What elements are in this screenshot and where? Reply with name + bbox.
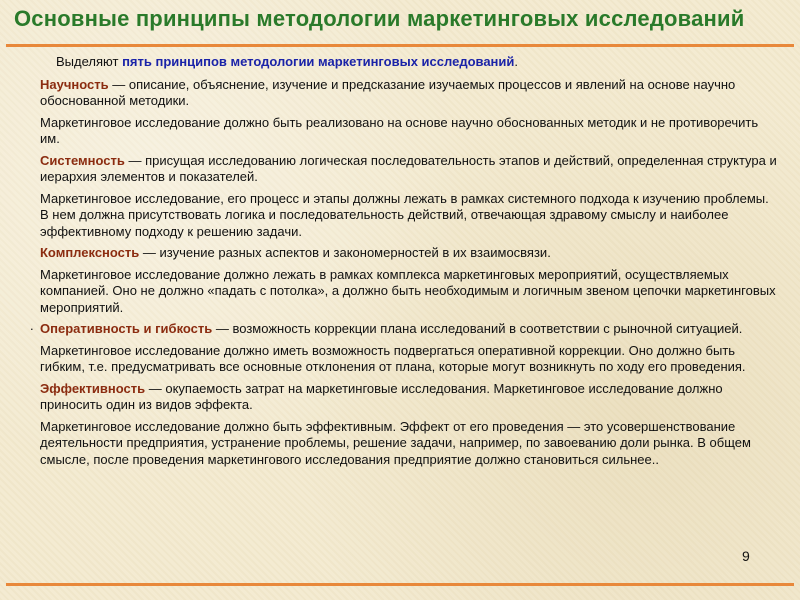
principle-term: Системность [40, 152, 125, 168]
principle-definition-text: — изучение разных аспектов и закономерностей в их взаимосвязи. [139, 245, 551, 260]
principle-term: Эффективность [40, 380, 146, 396]
principle-definition [40, 77, 778, 110]
principle-definition [40, 153, 778, 186]
principle-explanation: Маркетинговое исследование должно быть реализовано на основе научно обоснованных методик и не противоречить им. [40, 114, 759, 146]
principle-efficiency [40, 381, 778, 469]
principle-complex [40, 245, 778, 316]
principle-term: Комплексность [40, 245, 140, 260]
principle-scientific [40, 77, 778, 148]
stray-mark: . [30, 318, 34, 333]
principle-definition [40, 245, 778, 262]
intro-paragraph [56, 54, 778, 71]
intro-highlight: пять принципов методологии маркетинговых исследований [122, 54, 515, 69]
principle-definition [40, 381, 778, 414]
principle-term: Оперативность и гибкость [40, 321, 213, 336]
page-number: 9 [742, 548, 750, 564]
principle-definition-text: — окупаемость затрат на маркетинговые исследования. Маркетинговое исследование должно приносить один из видов эффекта. [40, 380, 723, 412]
title-divider [6, 44, 794, 47]
intro-suffix: . [514, 54, 519, 69]
principle-explanation: Маркетинговое исследование должно быть эффективным. Эффект от его проведения — это усовершенствование деятельности предприятия, устранение проблемы, решение задачи, например, по завоеванию доли рынка. В общем смысле, после проведения маркетингового исследования предприятие должно становиться сильнее.. [40, 418, 751, 467]
footer-divider [6, 583, 794, 586]
principle-definition-text: — присущая исследованию логическая последовательность этапов и действий, определенная структура и иерархия элементов и показателей. [40, 152, 777, 184]
slide-title: Основные принципы методологии маркетинговых исследований [14, 6, 745, 31]
intro-prefix: Выделяют [56, 54, 123, 69]
slide-body [40, 50, 778, 473]
principle-explanation: Маркетинговое исследование должно лежать в рамках комплекса маркетинговых мероприятий, осуществляемых компанией. Оно не должно «падать с потолка», а должно быть необходимым и логичным звеном цепочки маркетинговых мероприятий. [40, 266, 776, 315]
principle-systematic [40, 153, 778, 241]
principle-flexibility [40, 321, 778, 376]
principle-definition-text: — возможность коррекции плана исследований в соответствии с рыночной ситуацией. [212, 321, 743, 336]
principle-explanation: Маркетинговое исследование, его процесс и этапы должны лежать в рамках системного подхода к изучению проблемы. В нем должна присутствовать логика и последовательность действий, отвечающая здравому смыслу и наиболее эффективному подходу к решению задачи. [40, 190, 769, 239]
principle-definition-text: — описание, объяснение, изучение и предсказание изучаемых процессов и явлений на основе научно обоснованной методики. [40, 76, 736, 108]
principle-explanation: Маркетинговое исследование должно иметь возможность подвергаться оперативной коррекции. Оно должно быть гибким, т.е. предусматривать все основные отклонения от плана, которые могут возникнуть по ходу его проведения. [40, 342, 746, 374]
principle-term: Научность [40, 76, 109, 92]
principle-definition [40, 321, 778, 338]
